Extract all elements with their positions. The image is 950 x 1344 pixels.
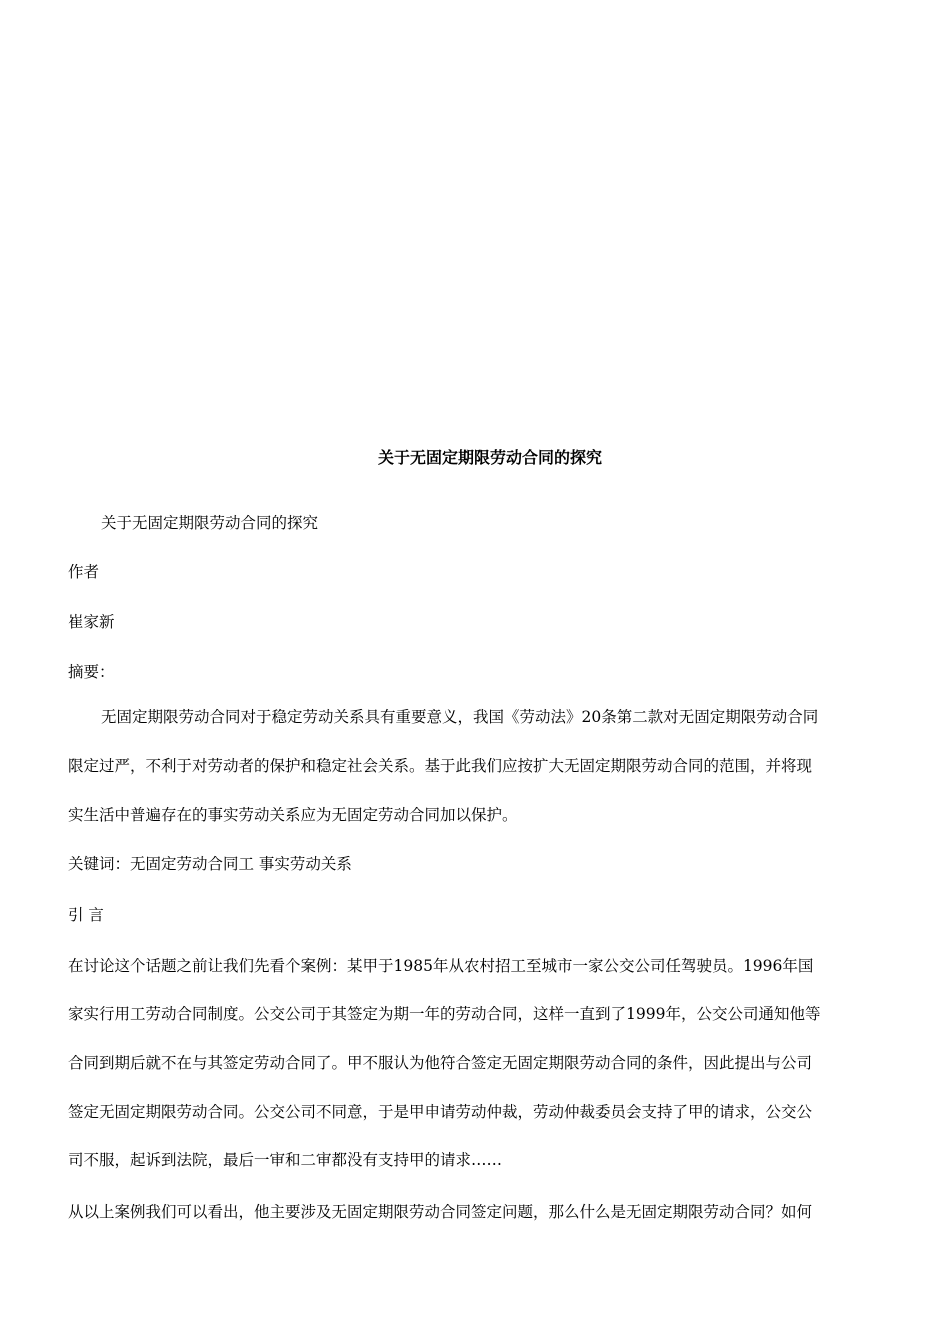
case-line: 司不服，起诉到法院，最后一审和二审都没有支持甲的请求…… xyxy=(68,1151,503,1169)
body-line: 从以上案例我们可以看出，他主要涉及无固定期限劳动合同签定问题，那么什么是无固定期限劳动合同？如何 xyxy=(68,1203,813,1221)
document-subtitle: 关于无固定期限劳动合同的探究 xyxy=(101,514,319,532)
abstract-line: 限定过严，不利于对劳动者的保护和稳定社会关系。基于此我们应按扩大无固定期限劳动合同的范围，并将现 xyxy=(68,757,813,775)
author-label: 作者 xyxy=(68,563,100,581)
keywords-line: 关键词：无固定劳动合同工 事实劳动关系 xyxy=(68,855,352,873)
case-line: 家实行用工劳动合同制度。公交公司于其签定为期一年的劳动合同，这样一直到了1999年，公交公司通知他等 xyxy=(68,1005,821,1023)
abstract-line: 无固定期限劳动合同对于稳定劳动关系具有重要意义，我国《劳动法》20条第二款对无固定期限劳动合同 xyxy=(101,708,819,726)
case-line: 在讨论这个话题之前让我们先看个案例：某甲于1985年从农村招工至城市一家公交公司任驾驶员。1996年国 xyxy=(68,957,814,975)
intro-heading: 引 言 xyxy=(68,906,104,924)
document-title: 关于无固定期限劳动合同的探究 xyxy=(377,448,602,467)
author-name: 崔家新 xyxy=(68,613,115,631)
abstract-line: 实生活中普遍存在的事实劳动关系应为无固定劳动合同加以保护。 xyxy=(68,806,518,824)
case-line: 合同到期后就不在与其签定劳动合同了。甲不服认为他符合签定无固定期限劳动合同的条件，因此提出与公司 xyxy=(68,1054,813,1072)
abstract-label: 摘要： xyxy=(68,663,115,681)
case-line: 签定无固定期限劳动合同。公交公司不同意，于是甲申请劳动仲裁，劳动仲裁委员会支持了甲的请求，公交公 xyxy=(68,1103,813,1121)
